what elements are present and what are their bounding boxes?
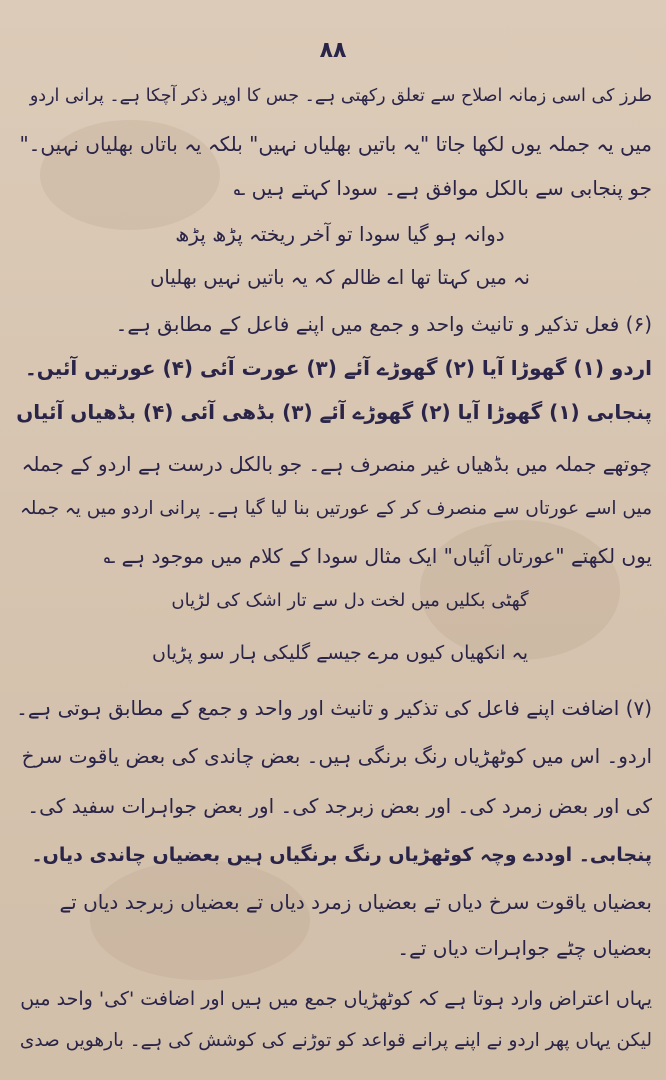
example-line-urdu: اردو (۱) گھوڑا آیا (۲) گھوڑے آئے (۳) عورت آئی (۴) عورتیں آئیں۔ — [25, 356, 652, 380]
text-line: (۷) اضافت اپنے فاعل کی تذکیر و تانیث اور واحد و جمع کے مطابق ہوتی ہے۔ — [16, 696, 652, 720]
example-line-punjabi: پنجابی۔ اوددے وچہ کوٹھڑیاں رنگ برنگیاں ہیں بعضیاں چاندی دیاں۔ — [31, 844, 652, 866]
text-line: کی اور بعض زمرد کی۔ اور بعض زبرجد کی۔ اور بعض جواہرات سفید کی۔ — [27, 794, 652, 818]
text-line: طرز کی اسی زمانہ اصلاح سے تعلق رکھتی ہے۔ جس کا اوپر ذکر آچکا ہے۔ پرانی اردو — [29, 86, 652, 106]
example-line-punjabi: پنجابی (۱) گھوڑا آیا (۲) گھوڑے آئے (۳) بڈھی آئی (۴) بڈھیاں آئیاں — [16, 400, 652, 424]
text-line: (۶) فعل تذکیر و تانیث واحد و جمع میں اپنے فاعل کے مطابق ہے۔ — [115, 312, 652, 336]
verse-line: دوانہ ہو گیا سودا تو آخر ریختہ پڑھ پڑھ — [175, 222, 505, 246]
page-number: ۸۸ — [319, 38, 347, 63]
verse-line: نہ میں کہتا تھا اے ظالم کہ یہ باتیں نہیں بھلیاں — [150, 266, 530, 289]
verse-line: گھٹی بکلیں میں لخت دل سے تار اشک کی لڑیاں — [171, 590, 529, 611]
verse-line: یہ انکھیاں کیوں مرے جیسے گلیکی ہار سو پڑیاں — [152, 642, 528, 664]
text-line: چوتھے جملہ میں بڈھیاں غیر منصرف ہے۔ جو بالکل درست ہے اردو کے جملہ — [21, 452, 652, 476]
text-line: میں یہ جملہ یوں لکھا جاتا "یہ باتیں بھلیاں نہیں" بلکہ یہ باتاں بھلیاں نہیں۔" — [19, 132, 652, 156]
text-line: اردو۔ اس میں کوٹھڑیاں رنگ برنگی ہیں۔ بعض چاندی کی بعض یاقوت سرخ — [21, 744, 652, 768]
paper-stain — [90, 860, 310, 980]
text-line: یوں لکھتے "عورتاں آئیاں" ایک مثال سودا کے کلام میں موجود ہے ؎ — [103, 544, 652, 568]
text-line: یہاں اعتراض وارد ہوتا ہے کہ کوٹھڑیاں جمع میں ہیں اور اضافت 'کی' واحد میں — [20, 988, 652, 1010]
text-line: میں اسے عورتاں سے منصرف کر کے عورتیں بنا لیا گیا ہے۔ پرانی اردو میں یہ جملہ — [19, 498, 652, 519]
text-line: بعضیاں یاقوت سرخ دیاں تے بعضیاں زمرد دیاں تے بعضیاں زبرجد دیاں تے — [59, 890, 652, 914]
text-line: جو پنجابی سے بالکل موافق ہے۔ سودا کہتے ہیں ؎ — [233, 176, 652, 200]
text-line: بعضیاں چٹے جواہرات دیاں تے۔ — [397, 936, 652, 960]
text-line: لیکن یہاں پھر اردو نے اپنے پرانے قواعد کو توڑنے کی کوشش کی ہے۔ بارھویں صدی — [19, 1030, 652, 1051]
